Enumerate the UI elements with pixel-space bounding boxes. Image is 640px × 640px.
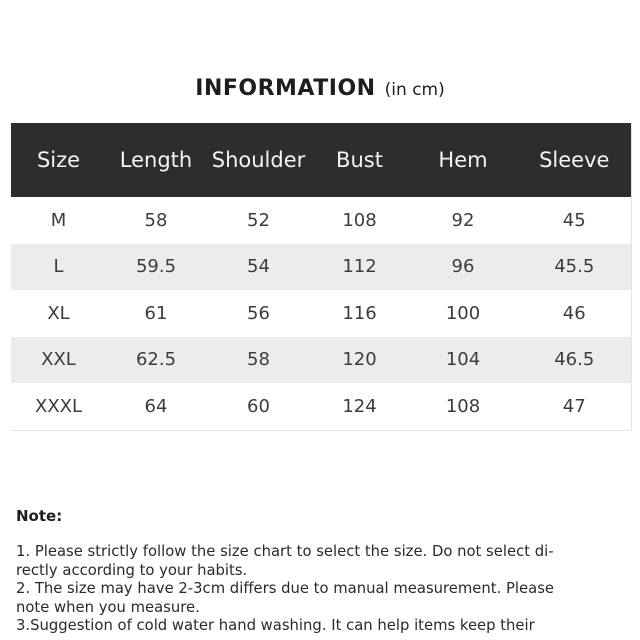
- cell-hem: 96: [408, 244, 518, 291]
- cell-shoulder: 56: [247, 302, 270, 324]
- table-row: [11, 244, 631, 291]
- cell-length: 64: [144, 395, 168, 417]
- cell-hem: 92: [451, 209, 475, 231]
- header-sleeve: Sleeve: [518, 123, 631, 197]
- cell-size: M: [50, 209, 67, 231]
- cell-length: 62.5: [106, 337, 206, 384]
- chart-title: [0, 76, 640, 101]
- size-table: [11, 123, 632, 431]
- cell-bust: 120: [311, 337, 408, 384]
- cell-shoulder: 60: [247, 395, 270, 417]
- cell-hem: 108: [445, 395, 481, 417]
- table-row: [11, 383, 631, 430]
- table-row: [11, 197, 631, 244]
- cell-sleeve: 45.5: [518, 244, 631, 291]
- cell-bust: 124: [342, 395, 377, 417]
- note-line: note when you measure.: [16, 598, 200, 616]
- note-label: Note:: [16, 507, 63, 525]
- header-bust: Bust: [311, 123, 408, 197]
- cell-size: XXL: [11, 337, 106, 384]
- note-line: rectly according to your habits.: [16, 561, 248, 579]
- cell-sleeve: 47: [562, 395, 586, 417]
- header-shoulder: Shoulder: [206, 123, 311, 197]
- cell-sleeve: 45: [562, 209, 586, 231]
- table-row: [11, 337, 631, 384]
- cell-length: 61: [144, 302, 168, 324]
- cell-sleeve: 46.5: [518, 337, 631, 384]
- cell-bust: 112: [311, 244, 408, 291]
- cell-hem: 100: [445, 302, 481, 324]
- cell-shoulder: 58: [206, 337, 311, 384]
- table-row: [11, 290, 631, 337]
- cell-length: 59.5: [106, 244, 206, 291]
- header-hem: Hem: [408, 123, 518, 197]
- cell-sleeve: 46: [562, 302, 586, 324]
- cell-size: XL: [47, 302, 70, 324]
- note-body: [16, 543, 628, 636]
- note-line: 1. Please strictly follow the size chart to select the size. Do not select di-: [16, 543, 554, 560]
- cell-shoulder: 54: [206, 244, 311, 291]
- note-line: 2. The size may have 2-3cm differs due to manual measurement. Please: [16, 580, 555, 598]
- cell-size: XXXL: [34, 395, 83, 417]
- unit-label: (in cm): [384, 80, 445, 100]
- header-size: Size: [11, 123, 106, 197]
- cell-size: L: [11, 244, 106, 291]
- header-length: Length: [106, 123, 206, 197]
- cell-shoulder: 52: [247, 209, 270, 231]
- note-line: 3.Suggestion of cold water hand washing. It can help items keep their: [16, 617, 535, 635]
- cell-length: 58: [144, 209, 168, 231]
- cell-bust: 108: [342, 209, 377, 231]
- title-text: INFORMATION: [195, 76, 376, 101]
- table-header-row: [11, 123, 631, 197]
- cell-hem: 104: [408, 337, 518, 384]
- cell-bust: 116: [342, 302, 377, 324]
